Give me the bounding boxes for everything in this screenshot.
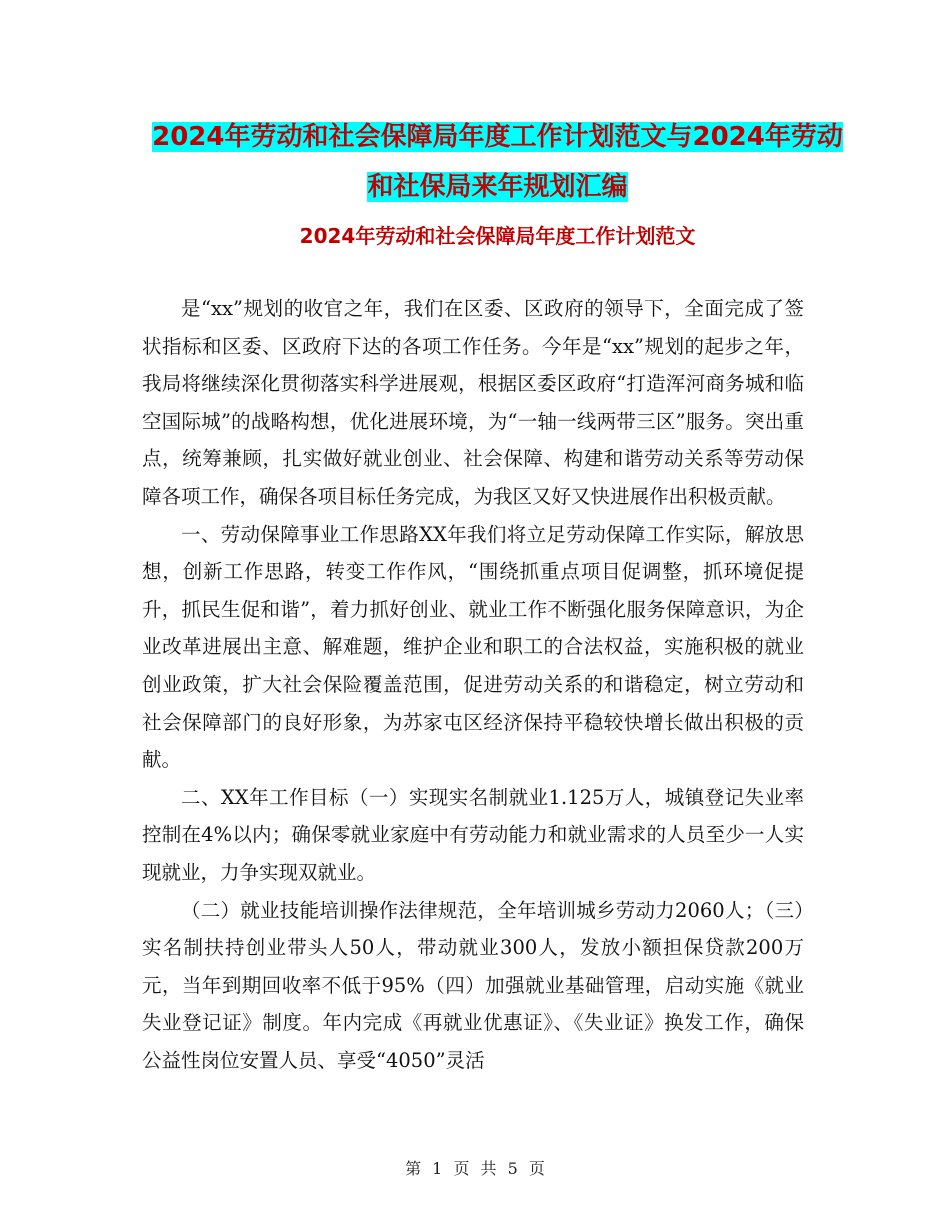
paragraph-work-ideas: 一、劳动保障事业工作思路XX年我们将立足劳动保障工作实际，解放思想，创新工作思路，转变工作作风，“围绕抓重点项目促调整，抓环境促提升，抓民生促和谐”，着力抓好创业、就业工作不断强化服务保障意识，为企业改革进展出主意、解难题，维护企业和职工的合法权益，实施积极的就业创业政策，扩大社会保险覆盖范围，促进劳动关系的和谐稳定，树立劳动和社会保障部门的良好形象，为苏家屯区经济保持平稳较快增长做出积极的贡献。 — [142, 522, 804, 772]
document-body — [142, 290, 804, 1079]
paragraph-work-goals: 二、XX年工作目标（一）实现实名制就业1.125万人，城镇登记失业率控制在4%以内；确保零就业家庭中有劳动能力和就业需求的人员至少一人实现就业，力争实现双就业。 — [142, 785, 804, 884]
page-number-footer: 第 1 页 共 5 页 — [405, 1159, 545, 1178]
paragraph-intro: 是“xx”规划的收官之年，我们在区委、区政府的领导下，全面完成了签状指标和区委、区政府下达的各项工作任务。今年是“xx”规划的起步之年，我局将继续深化贯彻落实科学进展观，根据区委区政府“打造浑河商务城和临空国际城”的战略构想，优化进展环境，为“一轴一线两带三区”服务。突出重点，统筹兼顾，扎实做好就业创业、社会保障、构建和谐劳动关系等劳动保障各项工作，确保各项目标任务完成，为我区又好又快进展作出积极贡献。 — [142, 297, 804, 508]
paragraph-training: （二）就业技能培训操作法律规范，全年培训城乡劳动力2060人；（三）实名制扶持创业带头人50人，带动就业300人，发放小额担保贷款200万元，当年到期回收率不低于95%（四）加强就业基础管理，启动实施《就业失业登记证》制度。年内完成《再就业优惠证》、《失业证》换发工作，确保公益性岗位安置人员、享受“4050”灵活 — [142, 898, 804, 1072]
section-title: 2024年劳动和社会保障局年度工作计划范文 — [299, 224, 696, 248]
document-main-title — [140, 112, 855, 212]
highlighted-title-text: 2024年劳动和社会保障局年度工作计划范文与2024年劳动和社保局来年规划汇编 — [152, 122, 843, 202]
